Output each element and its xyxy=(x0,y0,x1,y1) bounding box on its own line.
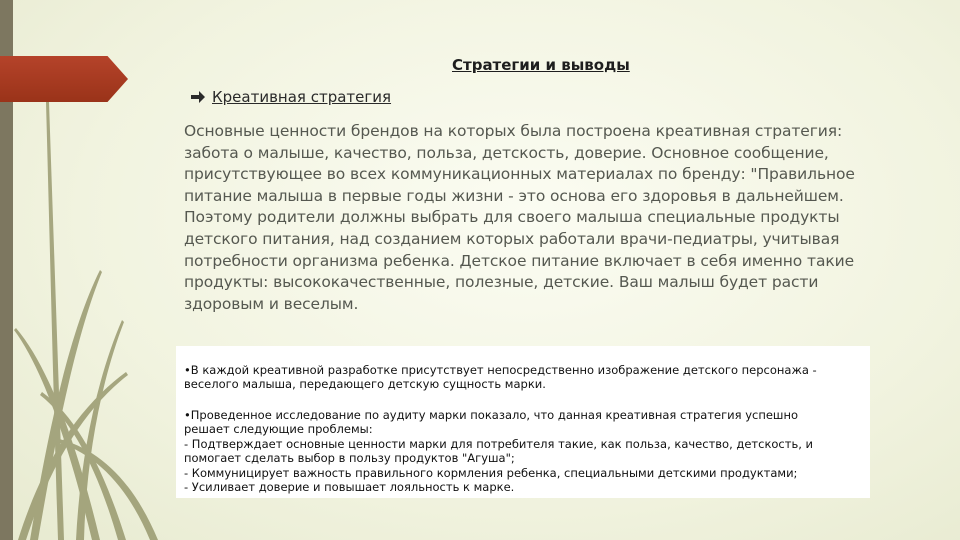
body-paragraph: Основные ценности брендов на которых была построена креативная стратегия: забота о малыше, качество, польза, детскость, доверие. Основное сообщение, присутствующее во всех коммуникационных материалах по бренду: "Правильное питание малыша в первые годы жизни - это основа его здоровья в дальнейшем. Поэтому родители должны выбрать для своего малыша специальные продукты детского питания, над созданием которых работали врачи-педиатры, учитывая потребности организма ребенка. Детское питание включает в себя именно такие продукты: высококачественные, полезные, детские. Ваш малыш будет расти здоровым и веселым. xyxy=(184,122,855,313)
summary-paragraph-2 xyxy=(184,408,844,494)
summary-line: - Коммуницирует важность правильного кормления ребенка, специальными детскими продуктами; xyxy=(184,465,798,480)
title-accent-tab xyxy=(0,56,128,102)
summary-line: •Проведенное исследование по аудиту марки показало, что данная креативная стратегия успешно решает следующие проблемы: xyxy=(184,408,799,437)
slide-title: Стратегии и выводы xyxy=(452,56,630,74)
summary-box xyxy=(176,346,870,498)
summary-line: - Усиливает доверие и повышает лояльность к марке. xyxy=(184,480,515,495)
right-arrow-icon xyxy=(190,90,206,104)
subheading-label: Креативная стратегия xyxy=(212,88,392,106)
summary-line: - Подтверждает основные ценности марки для потребителя такие, как польза, качество, детскость, и помогает сделать выбор в пользу продуктов "Агуша"; xyxy=(184,436,814,466)
subheading-row xyxy=(190,86,391,108)
summary-paragraph-1: •В каждой креативной разработке присутствует непосредственно изображение детского персонажа - веселого малыша, передающего детскую сущность марки. xyxy=(184,363,817,392)
